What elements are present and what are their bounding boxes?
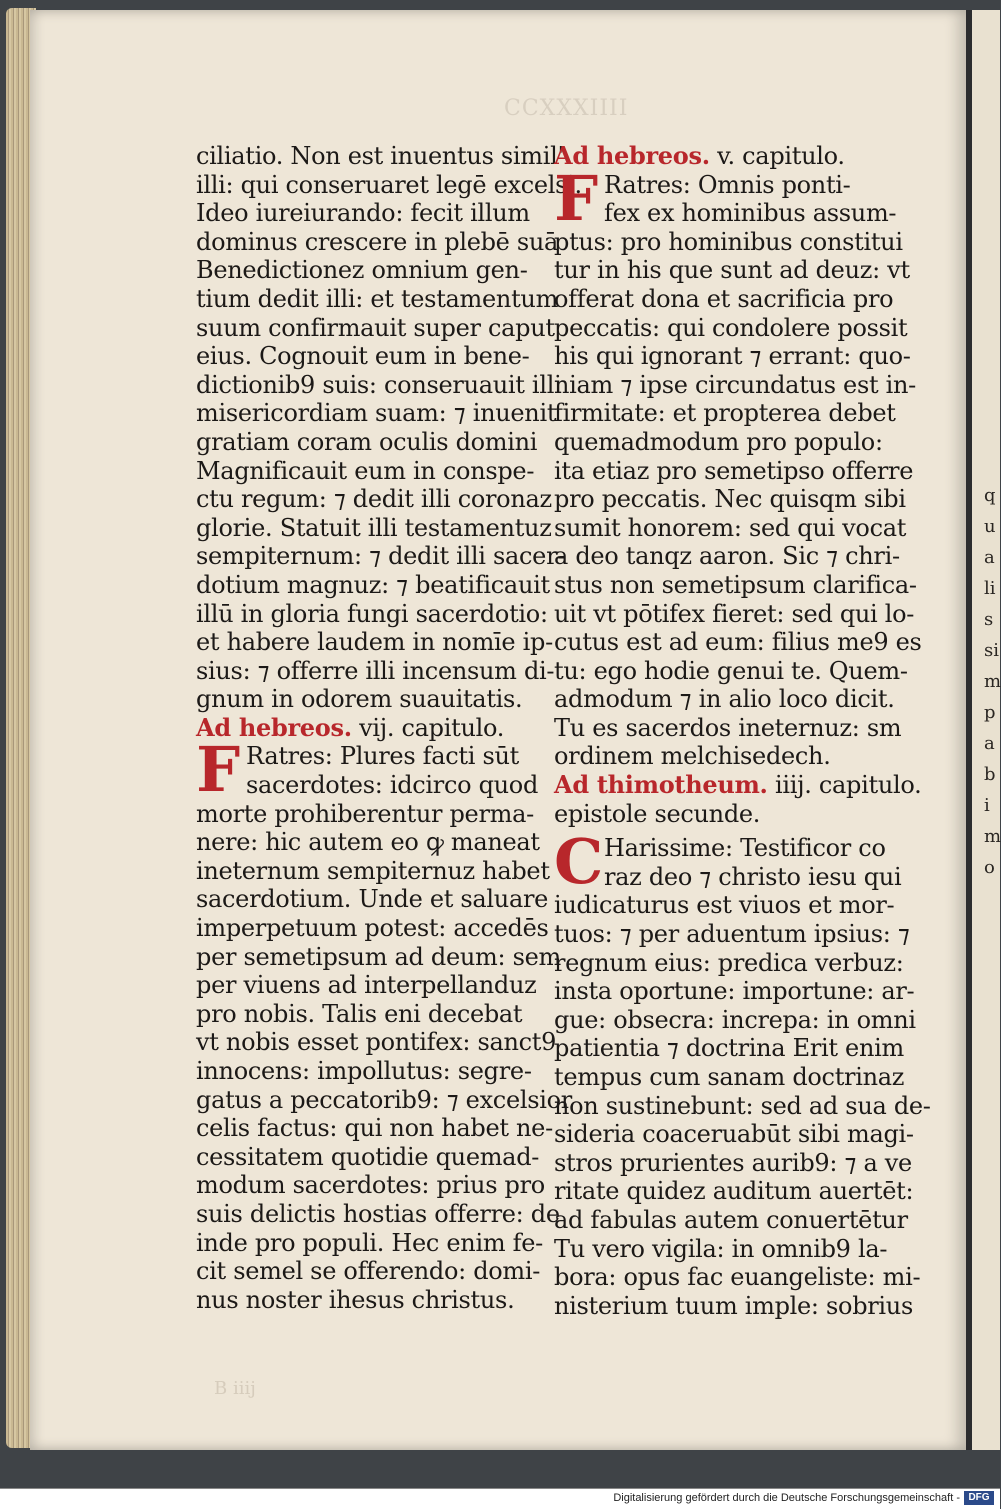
heading-subtitle: epistole secunde. — [554, 799, 761, 828]
left-text-line: imperpetuum potest: accedēs — [196, 914, 549, 943]
left-text-line: suum confirmauit super caput — [196, 313, 555, 342]
right-text-line: pro peccatis. Nec quisqm sibi — [554, 485, 906, 514]
red-initial-f: F — [196, 733, 240, 807]
left-text-line: ciliatio. Non est inuentus simil' — [196, 142, 564, 170]
right-text-line: Tu vero vigila: in omnib9 la- — [554, 1234, 888, 1263]
right-text-block-1 — [554, 161, 922, 771]
right-text-line: ita etiaz pro semetipso offerre — [554, 456, 914, 485]
heading-chapter: iiij. capitulo. — [774, 771, 922, 800]
signature-mark: B iiij — [214, 1378, 256, 1399]
right-text-line: tempus cum sanam doctrinaz — [554, 1063, 905, 1091]
right-text-line: admodum ⁊ in alio loco dicit. — [554, 685, 895, 714]
right-text-line: cutus est ad eum: filius me9 es — [554, 628, 922, 657]
right-text-line: tu: ego hodie genui te. Quem- — [554, 656, 908, 685]
left-text-line: sacerdotes: idcirco quod — [246, 771, 539, 800]
left-text-line: gatus a peccatorib9: ⁊ excelsior — [196, 1085, 572, 1114]
left-text-line: sius: ⁊ offerre illi incensum di- — [196, 656, 555, 685]
right-text-line: ritate quidez auditum auertēt: — [554, 1177, 914, 1206]
left-text-block-2 — [196, 733, 572, 1314]
right-text-line: ad fabulas autem conuertētur — [554, 1205, 908, 1234]
right-text-line: iudicaturus est viuos et mor- — [554, 891, 895, 920]
left-text-line: tium dedit illi: et testamentum — [196, 284, 559, 313]
heading-chapter: v. capitulo. — [717, 142, 845, 170]
right-text-line: raz deo ⁊ christo iesu qui — [604, 862, 902, 891]
right-text-line: offerat dona et sacrificia pro — [554, 284, 894, 313]
right-text-line: peccatis: qui condolere possit — [554, 313, 908, 342]
left-text-line: illi: qui conseruaret legē excelsi. — [196, 170, 582, 199]
folio-number: CCXXXIIII — [504, 96, 629, 121]
left-text-line: per viuens ad interpellanduz — [196, 971, 537, 1000]
red-initial-f: F — [554, 161, 598, 235]
left-text-line: per semetipsum ad deum: sem — [196, 942, 561, 971]
left-text-line: pro nobis. Talis eni decebat — [196, 999, 523, 1028]
right-text-line: patientia ⁊ doctrina Erit enim — [554, 1034, 904, 1063]
right-text-line: his qui ignorant ⁊ errant: quo- — [554, 342, 911, 371]
left-text-line: eius. Cognouit eum in bene- — [196, 342, 530, 371]
left-text-line: cessitatem quotidie quemad- — [196, 1142, 540, 1171]
left-text-line: cit semel se offerendo: domi- — [196, 1257, 541, 1286]
right-text-line: gue: obsecra: increpa: in omni — [554, 1005, 916, 1034]
right-text-line: sumit honorem: sed qui vocat — [554, 513, 907, 542]
heading-ad-thimotheum — [554, 770, 922, 800]
right-text-line: regnum eius: predica verbuz: — [554, 948, 904, 977]
left-text-line: et habere laudem in nomīe ip- — [196, 628, 553, 657]
left-text-line: ineternum sempiternuz habet — [196, 856, 550, 885]
left-text-line: innocens: impollutus: segre- — [196, 1057, 532, 1085]
footer-credit: Digitalisierung gefördert durch die Deutsche Forschungsgemeinschaft - — [613, 1492, 960, 1504]
left-text-line: sacerdotium. Unde et saluare — [196, 885, 549, 914]
right-text-line: Tu es sacerdos ineternuz: sm — [554, 713, 902, 742]
heading-rubric: Ad hebreos. — [554, 141, 710, 170]
left-text-line: modum sacerdotes: prius pro — [196, 1171, 545, 1200]
right-text-line: fex ex hominibus assum- — [604, 199, 897, 228]
heading-ad-hebreos-vii — [196, 714, 536, 743]
right-text-line: nisterium tuum imple: sobrius — [554, 1291, 913, 1320]
left-column — [196, 142, 582, 1314]
left-text-line: inde pro populi. Hec enim fe- — [196, 1228, 543, 1257]
left-text-line: gnum in odorem suauitatis. — [196, 685, 523, 714]
dfg-logo: DFG — [964, 1491, 994, 1505]
left-text-line: nus noster ihesus christus. — [196, 1285, 515, 1314]
left-text-line: Ideo iureiurando: fecit illum — [196, 199, 530, 228]
right-text-line: stus non semetipsum clarifica- — [554, 570, 917, 599]
right-text-line: bora: opus fac euangeliste: mi- — [554, 1263, 921, 1292]
heading-ad-hebreos-v — [554, 142, 886, 171]
left-text-block-1 — [196, 142, 582, 714]
left-text-line: dictionib9 suis: conseruauit illi — [196, 370, 562, 399]
right-text-line: insta oportune: importune: ar- — [554, 977, 915, 1006]
footer-bar — [0, 1488, 1000, 1509]
left-text-line: Benedictionez omnium gen- — [196, 256, 528, 285]
left-text-line: dotium magnuz: ⁊ beatificauit — [196, 570, 550, 599]
right-text-line: ordinem melchisedech. — [554, 742, 831, 771]
left-text-line: gratiam coram oculis domini — [196, 427, 538, 456]
heading-rubric: Ad thimotheum. — [554, 770, 768, 800]
red-initial-c: C — [554, 825, 604, 899]
right-text-line: tur in his que sunt ad deuz: vt — [554, 256, 910, 285]
left-text-line: celis factus: qui non habet ne- — [196, 1114, 553, 1143]
right-text-line: ptus: pro hominibus constitui — [554, 227, 903, 256]
left-text-line: Ratres: Plures facti sūt — [246, 742, 519, 771]
left-text-line: suis delictis hostias offerre: de — [196, 1199, 560, 1228]
right-text-line: sideria coaceruabūt sibi magi- — [554, 1120, 914, 1149]
left-text-line: sempiternum: ⁊ dedit illi sacer- — [196, 542, 566, 571]
facing-page-text: qualis sim pa bi mo — [984, 485, 1001, 878]
left-text-line: dominus crescere in plebē suā — [196, 227, 559, 256]
right-text-line: stros prurientes aurib9: ⁊ a ve — [554, 1148, 912, 1177]
right-text-line: a deo tanqz aaron. Sic ⁊ chri- — [554, 542, 900, 571]
left-text-line: Magnificauit eum in conspe- — [196, 456, 535, 485]
left-text-line: morte prohiberentur perma- — [196, 799, 534, 828]
right-text-line: tuos: ⁊ per aduentum ipsius: ⁊ — [554, 920, 910, 949]
left-text-line: illū in gloria fungi sacerdotio: — [196, 599, 548, 628]
heading-rubric: Ad hebreos. — [196, 712, 352, 742]
left-text-line: misericordiam suam: ⁊ inuenit — [196, 399, 557, 428]
left-text-line: glorie. Statuit illi testamentuz — [196, 513, 552, 542]
right-text-line: quemadmodum pro populo: — [554, 427, 883, 456]
left-text-line: nere: hic autem eo ꝙ maneat — [196, 828, 540, 857]
right-text-line: firmitate: et propterea debet — [554, 399, 896, 428]
right-text-block-2 — [554, 825, 931, 1320]
left-text-line: ctu regum: ⁊ dedit illi coronaz — [196, 485, 552, 514]
right-text-line: niam ⁊ ipse circundatus est in- — [554, 370, 916, 399]
right-text-line: Ratres: Omnis ponti- — [604, 170, 851, 199]
right-text-line: uit vt pōtifex fieret: sed qui lo- — [554, 599, 915, 628]
heading-chapter: vij. capitulo. — [359, 713, 505, 742]
right-column — [554, 141, 931, 1320]
right-text-line: Harissime: Testificor co — [604, 834, 886, 863]
left-text-line: vt nobis esset pontifex: sanct9 — [196, 1028, 557, 1057]
right-text-line: non sustinebunt: sed ad sua de- — [554, 1091, 931, 1120]
